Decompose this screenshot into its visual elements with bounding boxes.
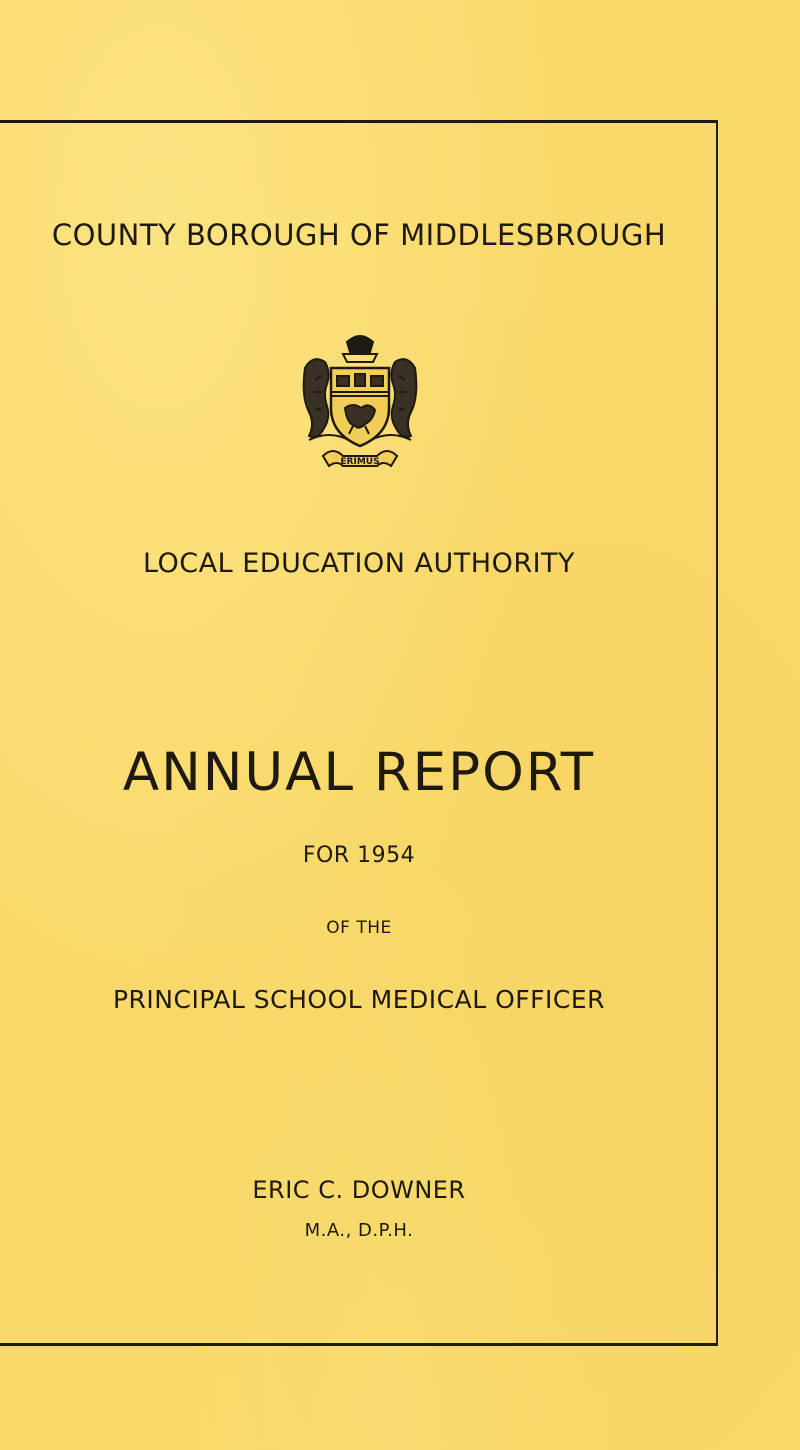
crest-motto: ERIMUS xyxy=(340,457,380,467)
coat-of-arms-icon xyxy=(295,328,425,478)
author-name: ERIC C. DOWNER xyxy=(252,1176,466,1204)
report-year: FOR 1954 xyxy=(302,843,416,868)
of-the-label: OF THE xyxy=(326,918,392,938)
report-title: ANNUAL REPORT xyxy=(122,742,596,803)
author-degrees: M.A., D.P.H. xyxy=(304,1220,414,1241)
county-heading: COUNTY BOROUGH OF MIDDLESBROUGH xyxy=(51,218,667,252)
officer-title: PRINCIPAL SCHOOL MEDICAL OFFICER xyxy=(112,985,605,1014)
cover-border-frame xyxy=(0,120,718,1346)
authority-heading: LOCAL EDUCATION AUTHORITY xyxy=(142,548,576,579)
